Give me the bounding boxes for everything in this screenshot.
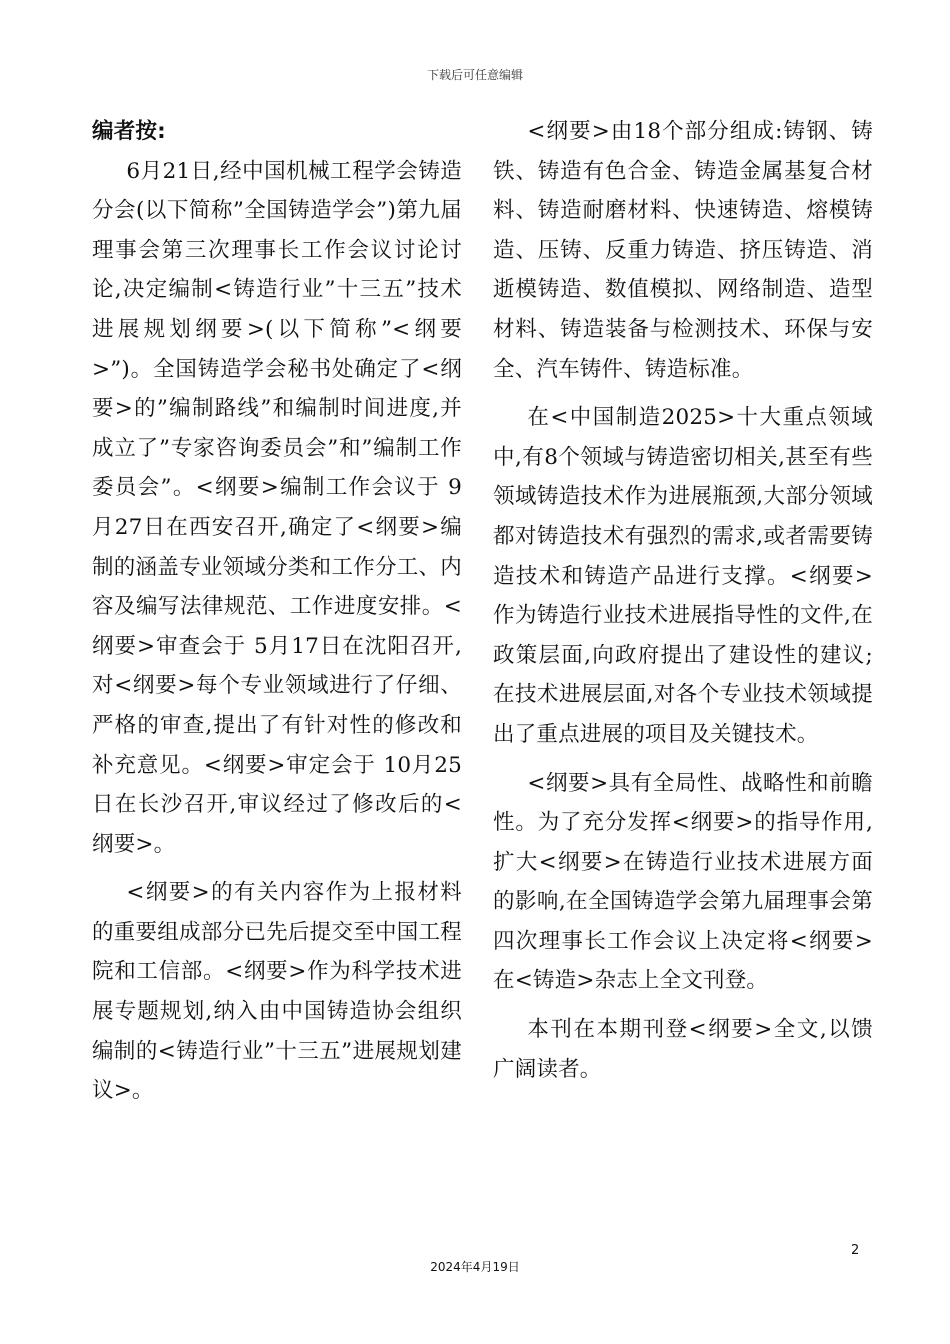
- right-column: [493, 112, 873, 1098]
- footer-date: 2024年4月19日: [430, 1260, 520, 1274]
- paragraph: 本刊在本期刊登<纲要>全文,以馈广阔读者。: [493, 1017, 873, 1082]
- paragraph: 6月21日,经中国机械工程学会铸造分会(以下简称”全国铸造学会”)第九届理事会第三次理事长工作会议讨论讨论,决定编制<铸造行业”十三五”技术进展规划纲要>(以下简称”<纲要>”)。全国铸造学会秘书处确定了<纲要>的”编制路线”和编制时间进度,并成立了”专家咨询委员会”和”编制工作委员会”。<纲要>编制工作会议于 9月27日在西安召开,确定了<纲要>编制的涵盖专业领域分类和工作分工、内容及编写法律规范、工作进度安排。<纲要>审查会于 5月17日在沈阳召开,对<纲要>每个专业领域进行了仔细、严格的审查,提出了有针对性的修改和补充意见。<纲要>审定会于 10月25日在长沙召开,审议经过了修改后的<纲要>。: [92, 158, 462, 857]
- editor-note-heading: 编者按:: [92, 119, 166, 144]
- paragraph: <纲要>由18个部分组成:铸钢、铸铁、铸造有色合金、铸造金属基复合材料、铸造耐磨材料、快速铸造、熔模铸造、压铸、反重力铸造、挤压铸造、消逝模铸造、数值模拟、网络制造、造型材料、铸造装备与检测技术、环保与安全、汽车铸件、铸造标准。: [493, 119, 873, 382]
- paragraph: <纲要>具有全局性、战略性和前瞻性。为了充分发挥<纲要>的指导作用,扩大<纲要>在铸造行业技术进展方面的影响,在全国铸造学会第九届理事会第四次理事长工作会议上决定将<纲要>在<铸造>杂志上全文刊登。: [493, 770, 873, 994]
- left-column: [92, 112, 462, 1120]
- paragraph: <纲要>的有关内容作为上报材料的重要组成部分已先后提交至中国工程院和工信部。<纲要>作为科学技术进展专题规划,纳入由中国铸造协会组织编制的<铸造行业”十三五”进展规划建议>。: [92, 880, 462, 1104]
- header-note: 下载后可任意编辑: [426, 68, 523, 82]
- paragraph: 在<中国制造2025>十大重点领域中,有8个领域与铸造密切相关,甚至有些领域铸造技术作为进展瓶颈,大部分领域都对铸造技术有强烈的需求,或者需要铸造技术和铸造产品进行支撑。<纲要>作为铸造行业技术进展指导性的文件,在政策层面,向政府提出了建设性的建议;在技术进展层面,对各个专业技术领域提出了重点进展的项目及关键技术。: [493, 405, 873, 747]
- page-number: 2: [851, 1243, 860, 1258]
